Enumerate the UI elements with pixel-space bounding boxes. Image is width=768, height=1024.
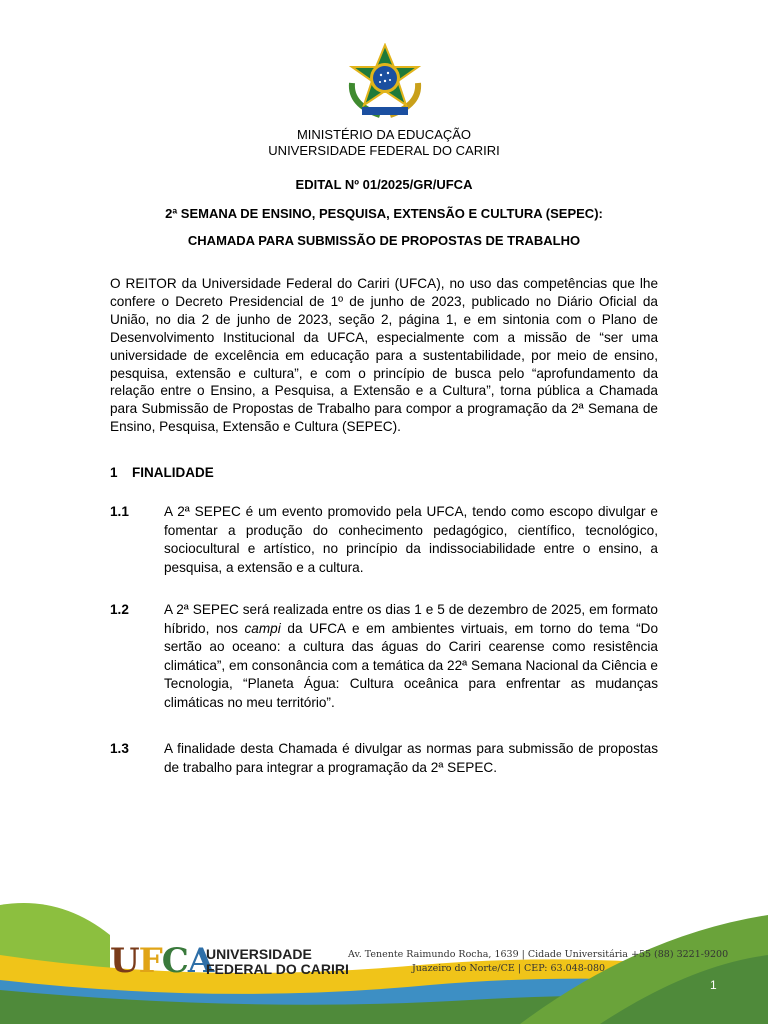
clause-text-part: da UFCA e em ambientes virtuais, em torno do tema “Do sertão ao oceano: a cultura das águas do Cariri cearense como resistência climática”, em consonância com a temática da 22ª Semana Nacional da Ciência e Tecnologia, “Planeta Água: Cultura oceânica para enfrentar as mudanças climáticas no meu território”.	[164, 620, 659, 710]
section-title: FINALIDADE	[132, 465, 214, 480]
clause-number: 1.2	[110, 602, 129, 617]
address-line1: Av. Tenente Raimundo Rocha, 1639 | Cidade Universitária +55 (88) 3221-9200	[348, 949, 729, 960]
clause-number: 1.3	[110, 741, 129, 756]
footer-university-line2: FEDERAL DO CARIRI	[206, 961, 349, 977]
event-title: 2ª SEMANA DE ENSINO, PESQUISA, EXTENSÃO E CULTURA (SEPEC):	[165, 206, 603, 221]
clause-item	[110, 503, 658, 577]
clause-text-italic: campi	[244, 620, 281, 636]
footer-university-line1: UNIVERSIDADE	[206, 946, 312, 962]
ministry-heading	[0, 127, 768, 159]
clause-item	[110, 740, 658, 777]
clause-number: 1.1	[110, 504, 129, 519]
clause-text-part: A 2ª SEPEC será realizada entre os dias 1 e 5 de dezembro de 2025, em formato híbrido, nos	[164, 602, 658, 636]
intro-paragraph: O REITOR da Universidade Federal do Cariri (UFCA), no uso das competências que lhe confere o Decreto Presidencial de 1º de junho de 2023, publicado no Diário Oficial da União, no dia 2 de junho de 2023, seção 2, página 1, e em sintonia com o Plano de Desenvolvimento Institucional da UFCA, especialmente com a missão de “ser uma universidade de excelência em educação para a sustentabilidade, por meio de ensino, pesquisa, extensão e cultura”, e com o princípio de busca pelo “aprofundamento da relação entre o Ensino, a Pesquisa, a Extensão e a Cultura”, torna pública a Chamada para Submissão de Propostas de Trabalho para compor a programação da 2ª Semana de Ensino, Pesquisa, Extensão e Cultura (SEPEC).	[110, 276, 658, 435]
clause-text: A 2ª SEPEC é um evento promovido pela UFCA, tendo como escopo divulgar e fomentar a produção do conhecimento pedagógico, científico, tecnológico, sociocultural e artístico, no princípio da indissociabilidade entre o ensino, a pesquisa, a extensão e a cultura.	[164, 504, 658, 575]
clause-item	[110, 601, 658, 712]
page-number: 1	[710, 978, 717, 992]
section-number: 1	[110, 465, 118, 480]
edital-number: EDITAL Nº 01/2025/GR/UFCA	[295, 177, 473, 192]
section-heading	[110, 465, 214, 480]
call-title: CHAMADA PARA SUBMISSÃO DE PROPOSTAS DE TRABALHO	[187, 233, 581, 248]
clause-text	[164, 601, 658, 712]
clause-text: A finalidade desta Chamada é divulgar as normas para submissão de propostas de trabalho para integrar a programação da 2ª SEPEC.	[164, 741, 658, 775]
university-name: UNIVERSIDADE FEDERAL DO CARIRI	[268, 143, 500, 158]
footer-university-name	[206, 947, 349, 977]
ministry-name: MINISTÉRIO DA EDUCAÇÃO	[296, 127, 472, 142]
address-line2: Juazeiro do Norte/CE | CEP: 63.048-080	[412, 963, 606, 974]
brazil-coat-of-arms-icon	[340, 43, 430, 121]
ufca-logo: UFCA	[110, 941, 214, 981]
footer-address	[348, 948, 728, 976]
